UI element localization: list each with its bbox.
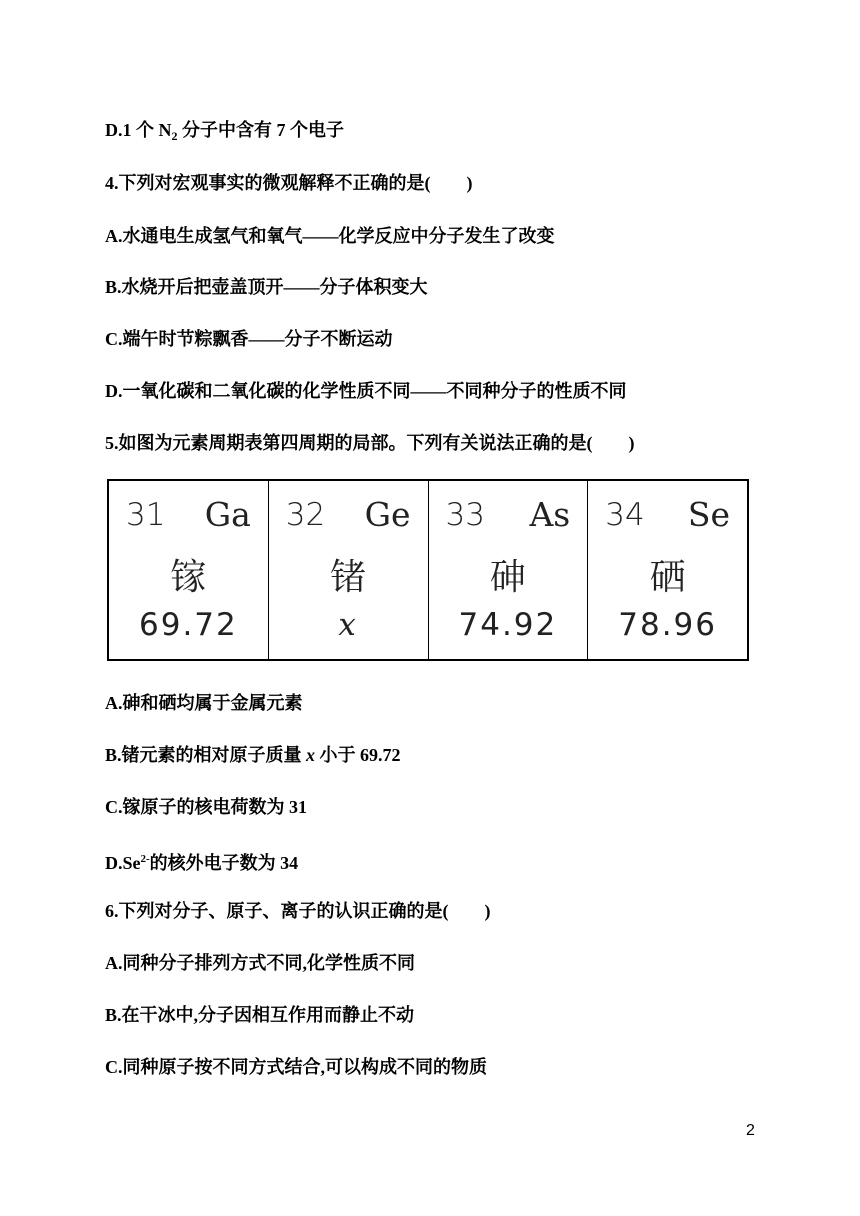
question-5-option-a: A.砷和硒均属于金属元素	[105, 693, 303, 713]
page-number: 2	[746, 1122, 755, 1139]
element-cell-ga	[109, 481, 269, 659]
atomic-number: 32	[285, 497, 326, 533]
atomic-mass: 74.92	[458, 607, 558, 643]
element-cell-as	[429, 481, 589, 659]
element-symbol: Se	[687, 495, 730, 534]
element-name: 镓	[170, 557, 207, 598]
element-symbol: Ge	[364, 495, 411, 534]
atomic-mass: 78.96	[618, 607, 717, 643]
element-name: 硒	[649, 557, 686, 598]
element-symbol: Ga	[204, 495, 251, 534]
element-name: 砷	[489, 557, 526, 598]
question-5-option-c: C.镓原子的核电荷数为 31	[105, 797, 307, 817]
atomic-number: 34	[605, 497, 645, 533]
element-symbol: As	[529, 495, 571, 534]
element-cell-ge	[269, 481, 429, 659]
question-4: 4.下列对宏观事实的微观解释不正确的是( )	[105, 173, 473, 193]
question-6-option-b: B.在干冰中,分子因相互作用而静止不动	[105, 1005, 415, 1025]
question-5-option-d: $D.Se^{2-}$的核外电子数为 34	[105, 853, 299, 873]
element-name: 锗	[330, 557, 367, 598]
question-4-option-a: A.水通电生成氢气和氧气——化学反应中分子发生了改变	[105, 226, 555, 246]
question-6-option-a: A.同种分子排列方式不同,化学性质不同	[105, 953, 415, 973]
question-4-option-b: B.水烧开后把壶盖顶开——分子体积变大	[105, 277, 428, 297]
question-5-option-b: B.锗元素的相对原子质量 x 小于 69.72	[105, 745, 401, 765]
atomic-number: 33	[445, 497, 485, 533]
question-6-option-c: C.同种原子按不同方式结合,可以构成不同的物质	[105, 1057, 487, 1077]
element-cell-se	[588, 481, 747, 659]
atomic-mass: 69.72	[139, 607, 238, 643]
option-d-prev: D.1 个 $N_2$ 分子中含有 7 个电子	[105, 120, 344, 143]
question-6: 6.下列对分子、原子、离子的认识正确的是( )	[105, 901, 491, 921]
atomic-mass: x	[338, 607, 358, 643]
periodic-table-fragment	[107, 479, 749, 661]
question-4-option-c: C.端午时节粽飘香——分子不断运动	[105, 329, 393, 349]
question-4-option-d: D.一氧化碳和二氧化碳的化学性质不同——不同种分子的性质不同	[105, 381, 627, 401]
atomic-number: 31	[126, 497, 166, 533]
question-5: 5.如图为元素周期表第四周期的局部。下列有关说法正确的是( )	[105, 433, 635, 453]
